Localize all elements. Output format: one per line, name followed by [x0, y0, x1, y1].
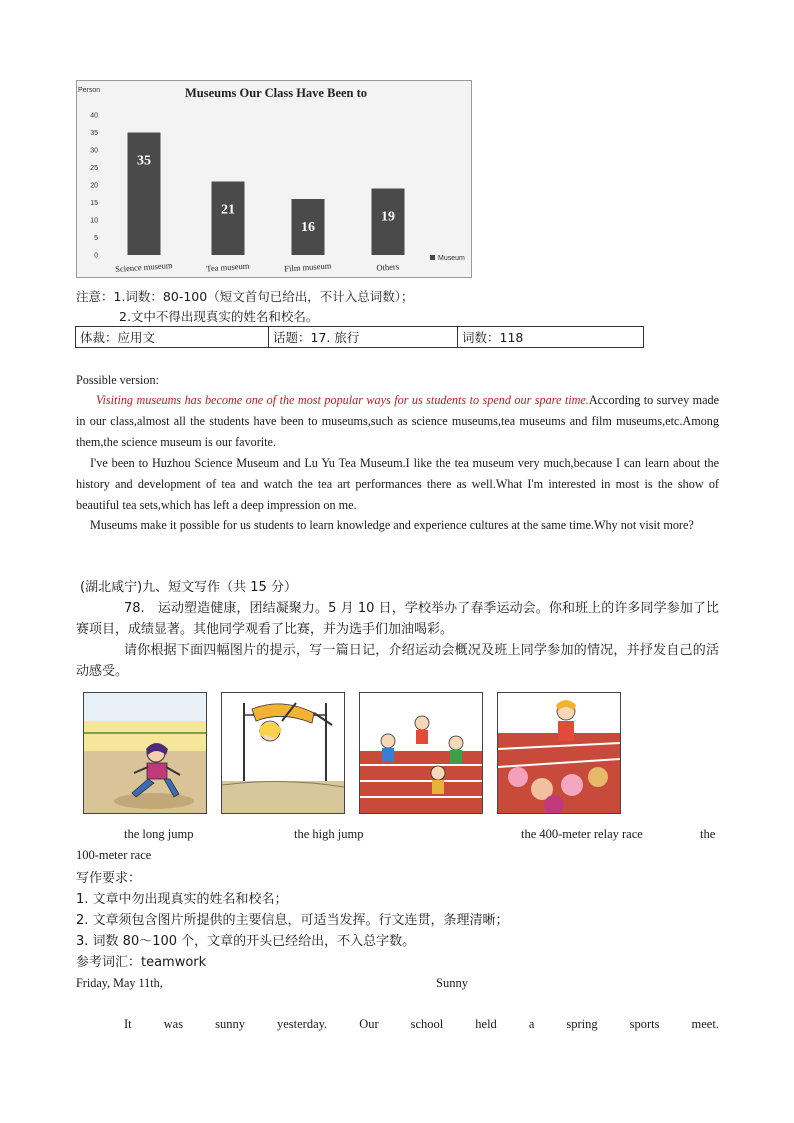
chart-canvas	[76, 80, 472, 278]
diary-word: was	[163, 1017, 184, 1031]
requirements-title: 写作要求：	[76, 871, 142, 886]
bar-chart	[76, 80, 472, 278]
chart-y-tick-label: 35	[90, 130, 98, 137]
chart-y-tick-label: 25	[90, 165, 98, 172]
chart-y-tick-label: 30	[90, 147, 98, 155]
caption-long-jump: the long jump	[124, 827, 194, 841]
picture-high-jump	[221, 692, 345, 814]
picture-relay-race	[359, 692, 483, 814]
task-header: (湖北咸宁)九、短文写作（共 15 分）	[80, 580, 297, 595]
chart-y-tick-label: 0	[94, 252, 98, 260]
chart-data-label: 35	[137, 153, 151, 169]
essay-topic-sentence: Visiting museums has become one of the most popular ways for us students to spend our spare time.	[96, 393, 589, 407]
diary-date: Friday, May 11th,	[76, 976, 163, 990]
requirement-1: 1. 文章中勿出现真实的姓名和校名；	[76, 892, 288, 907]
diary-word: Our	[359, 1017, 379, 1031]
note-line-1: 注意：1.词数：80-100（短文首句已给出，不计入总词数）；	[76, 289, 414, 304]
chart-title: Museums Our Class Have Been to	[184, 86, 368, 100]
chart-data-label: 16	[301, 220, 315, 235]
chart-category-label: Science museum	[114, 260, 173, 274]
essay-heading: Possible version:	[76, 373, 159, 387]
meta-word-count: 词数：118	[458, 327, 644, 348]
diary-word: held	[475, 1017, 497, 1031]
chart-y-tick-label: 10	[90, 217, 98, 225]
diary-word: spring	[566, 1017, 598, 1031]
chart-y-tick-label: 40	[90, 112, 98, 120]
chart-bar	[128, 133, 161, 256]
diary-word: sports	[629, 1017, 660, 1031]
note-line-2: 2.文中不得出现真实的姓名和校名。	[119, 309, 319, 324]
chart-y-axis-label: Person	[78, 87, 101, 94]
task-paragraph-1: 78. 运动塑造健康，团结凝聚力。5 月 10 日，学校举办了春季运动会。你和班上的许多同学参加了比赛项目，成绩显著。其他同学观看了比赛，并为选手们加油喝彩。	[76, 601, 719, 637]
diary-weather: Sunny	[436, 976, 468, 990]
meta-table	[75, 326, 644, 348]
meta-genre: 体裁：应用文	[76, 327, 269, 348]
picture-long-jump	[83, 692, 207, 814]
caption-relay-race: the 400-meter relay race	[521, 827, 643, 841]
requirement-3: 3. 词数 80～100 个，文章的开头已经给出，不入总字数。	[76, 934, 416, 949]
diary-opening-sentence	[124, 1014, 719, 1035]
chart-category-label: Tea museum	[205, 260, 250, 274]
legend-swatch	[430, 255, 435, 260]
diary-word: a	[528, 1017, 535, 1031]
essay-paragraph-3: Museums make it possible for us students to learn knowledge and experience cultures at the same time.Why not visit more?	[90, 518, 694, 532]
chart-y-tick-label: 20	[90, 182, 98, 190]
chart-y-tick-label: 5	[94, 235, 98, 242]
diary-word: meet.	[691, 1017, 719, 1031]
diary-word: sunny	[215, 1017, 245, 1031]
chart-data-label: 19	[381, 209, 395, 225]
diary-word: It	[124, 1017, 132, 1031]
essay-paragraph-1-rest: According to survey made in our class,almost all the students have been to museums,such as science museums,tea museums and film museums,etc.Among them,the science museum is our favorite.	[76, 393, 719, 449]
chart-y-tick-label: 15	[90, 200, 98, 207]
caption-100-meter-race-part-1: the	[700, 827, 716, 841]
chart-legend-label: Museum	[438, 255, 465, 262]
caption-100-meter-race-part-2: 100-meter race	[76, 848, 152, 862]
chart-category-label: Film museum	[283, 260, 332, 274]
essay-paragraph-2: I've been to Huzhou Science Museum and Lu Yu Tea Museum.I like the tea museum very much,because I can learn about the history and development of tea and watch the tea art performances there as well.What I'm interested in most is the show of beautiful tea sets,which has left a deep impression on me.	[76, 456, 719, 512]
caption-high-jump: the high jump	[294, 827, 364, 841]
chart-bar	[212, 182, 245, 256]
task-paragraph-2: 请你根据下面四幅图片的提示，写一篇日记，介绍运动会概况及班上同学参加的情况，并抒发自己的活动感受。	[76, 643, 719, 679]
diary-word: school	[410, 1017, 444, 1031]
chart-data-label: 21	[221, 202, 235, 218]
requirement-2: 2. 文章须包含图片所提供的主要信息，可适当发挥。行文连贯，条理清晰；	[76, 913, 509, 928]
reference-vocabulary: 参考词汇：teamwork	[76, 955, 207, 970]
diary-word: yesterday.	[276, 1017, 328, 1031]
essay-paragraph-1	[76, 390, 719, 453]
picture-100-meter-race	[497, 692, 621, 814]
chart-category-label: Others	[376, 261, 400, 273]
meta-topic: 话题：17. 旅行	[269, 327, 458, 348]
